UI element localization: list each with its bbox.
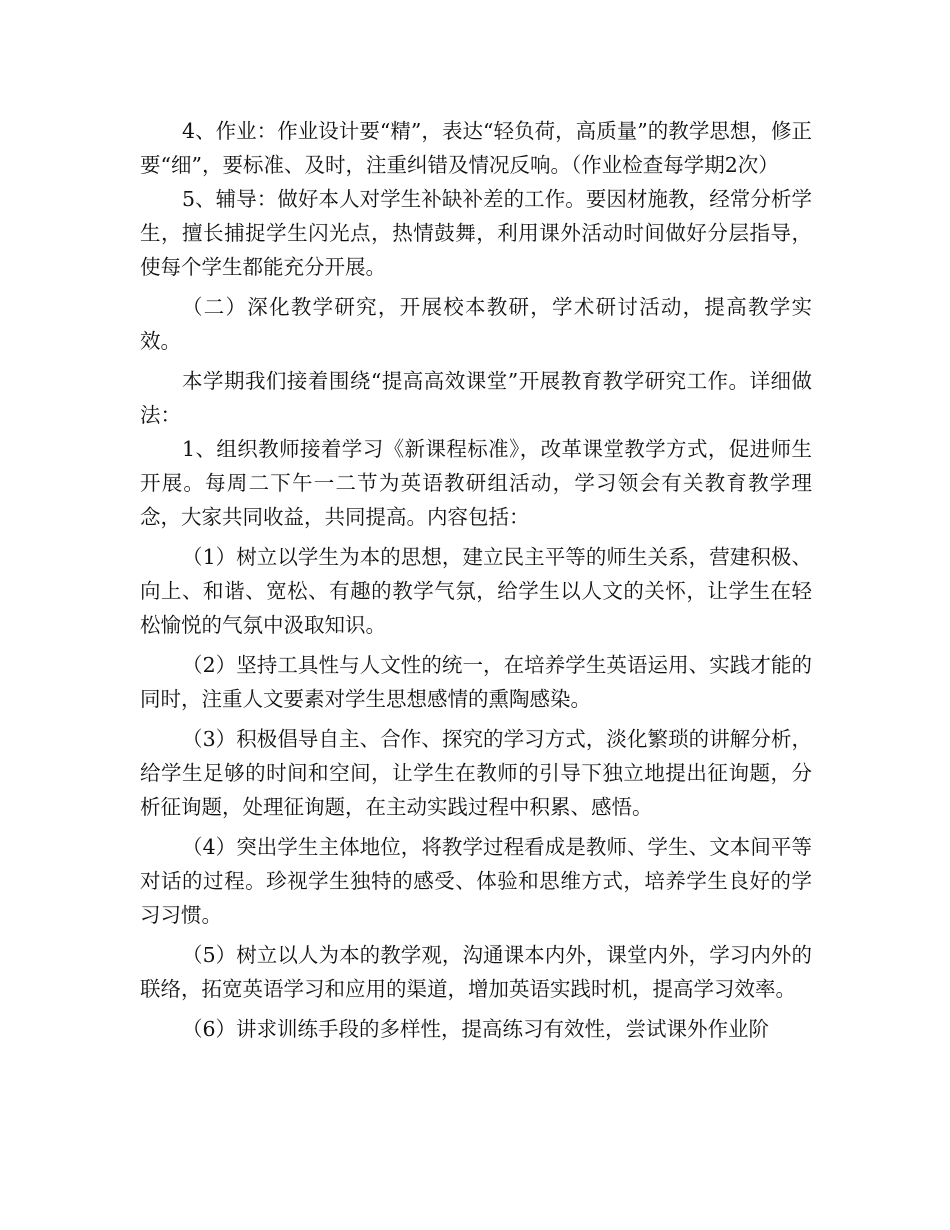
paragraph-section-heading-2: （二）深化教学研究，开展校本教研，学术研讨活动，提高教学实效。 — [140, 295, 812, 353]
paragraph-subitem-3: （3）积极倡导自主、合作、探究的学习方式，淡化繁琐的讲解分析，给学生足够的时间和空间，让学生在教师的引导下独立地提出征询题，分析征询题，处理征询题，在主动实践过程中积累、感悟。 — [140, 727, 812, 819]
paragraph-subitem-6: （6）讲求训练手段的多样性，提高练习有效性，尝试课外作业阶 — [182, 1017, 770, 1041]
paragraph-subitem-1: （1）树立以学生为本的思想，建立民主平等的师生关系，营建积极、向上、和谐、宽松、有趣的教学气氛，给学生以人文的关怀，让学生在轻松愉悦的气氛中汲取知识。 — [140, 545, 812, 637]
paragraph-subitem-4: （4）突出学生主体地位，将教学过程看成是教师、学生、文本间平等对话的过程。珍视学生独特的感受、体验和思维方式，培养学生良好的学习习惯。 — [140, 835, 812, 927]
paragraph-item-1: 1、组织教师接着学习《新课程标准》，改革课堂教学方式，促进师生开展。每周二下午一二节为英语教研组活动，学习领会有关教育教学理念，大家共同收益，共同提高。内容包括： — [140, 437, 812, 529]
paragraph-semester-intro: 本学期我们接着围绕“提高高效课堂”开展教育教学研究工作。详细做法： — [140, 369, 812, 427]
paragraph-subitem-5: （5）树立以人为本的教学观，沟通课本内外，课堂内外，学习内外的联络，拓宽英语学习和应用的渠道，增加英语实践时机，提高学习效率。 — [140, 943, 812, 1001]
paragraph-subitem-2: （2）坚持工具性与人文性的统一，在培养学生英语运用、实践才能的同时，注重人文要素对学生思想感情的熏陶感染。 — [140, 653, 812, 711]
paragraph-tutoring: 5、辅导：做好本人对学生补缺补差的工作。要因材施教，经常分析学生，擅长捕捉学生闪光点，热情鼓舞，利用课外活动时间做好分层指导，使每个学生都能充分开展。 — [140, 187, 812, 279]
paragraph-homework: 4、作业：作业设计要“精”，表达“轻负荷，高质量”的教学思想，修正要“细”，要标准、及时，注重纠错及情况反响。（作业检查每学期2次） — [140, 119, 812, 177]
document-page — [140, 114, 812, 1046]
